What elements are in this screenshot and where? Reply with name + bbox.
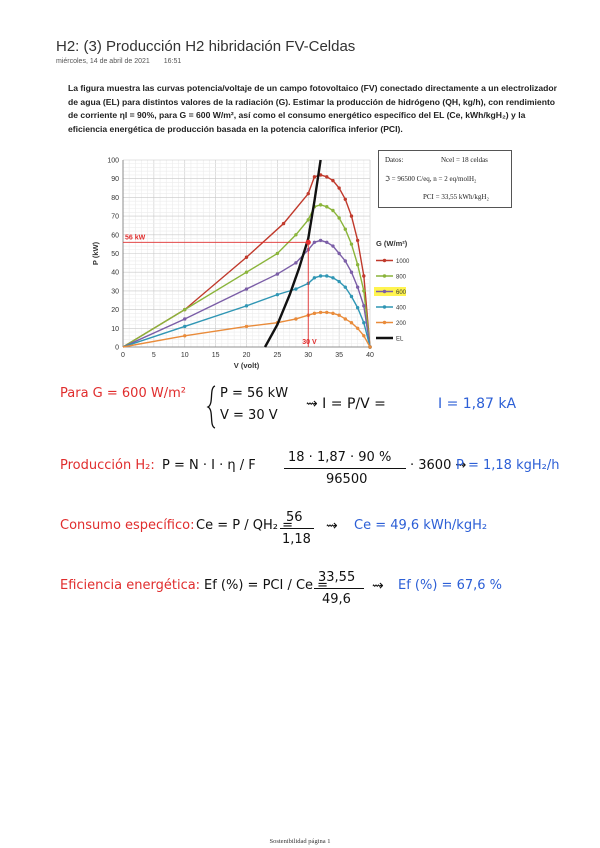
sol2-denominator: 96500 [326, 472, 368, 487]
series-point-1000 [307, 192, 310, 195]
y-tick-label: 10 [111, 325, 119, 333]
y-tick-label: 70 [111, 213, 119, 221]
series-point-1000 [350, 214, 353, 217]
series-point-1000 [245, 256, 248, 259]
series-point-800 [344, 227, 347, 230]
y-tick-label: 20 [111, 307, 119, 315]
series-point-1000 [362, 274, 365, 277]
datos-ncel: Ncel = 18 celdas [441, 156, 488, 164]
brace-icon [206, 384, 218, 430]
x-tick-label: 25 [273, 352, 282, 359]
sol3-tail: ⇝ [326, 518, 338, 534]
series-point-400 [294, 287, 297, 290]
note-time: 16:51 [163, 58, 182, 65]
fraction-bar [284, 468, 406, 469]
x-axis-label: V (volt) [233, 361, 260, 370]
series-point-800 [356, 263, 359, 266]
series-point-600 [294, 261, 297, 264]
annotation-56kw: 56 kW [125, 234, 146, 242]
legend-marker-1000 [383, 259, 386, 262]
series-point-200 [294, 317, 297, 320]
sol2-tail: · 3600 ⇝ [410, 458, 467, 473]
datos-box [378, 150, 512, 208]
x-tick-label: 10 [180, 352, 189, 359]
series-point-1000 [337, 186, 340, 189]
series-point-600 [319, 239, 322, 242]
series-point-200 [362, 334, 365, 337]
problem-line: eficiencia energética de producción basada en la potencia calorífica inferior (PCI). [68, 123, 403, 134]
series-point-600 [276, 272, 279, 275]
series-point-1000 [344, 198, 347, 201]
sol2-result: P = 1,18 kgH₂/h [456, 458, 560, 473]
sol3-numerator: 56 [286, 510, 303, 525]
series-point-800 [325, 205, 328, 208]
series-point-200 [344, 317, 347, 320]
series-point-400 [325, 274, 328, 277]
sol4-numerator: 33,55 [318, 570, 356, 585]
series-point-1000 [325, 175, 328, 178]
series-point-800 [319, 203, 322, 206]
series-point-200 [325, 311, 328, 314]
sol2-formula: P = N · I · η / F [162, 458, 256, 473]
x-tick-label: 35 [335, 352, 344, 359]
y-tick-label: 60 [111, 232, 119, 240]
sol2-numerator: 18 · 1,87 · 90 % [288, 450, 392, 465]
x-tick-label: 5 [151, 352, 156, 359]
series-point-1000 [313, 175, 316, 178]
series-point-200 [337, 314, 340, 317]
series-point-200 [183, 334, 186, 337]
series-point-600 [325, 241, 328, 244]
datos-faraday: ℑ = 96500 C/eq, n = 2 eq/molH₂ [385, 175, 477, 183]
datos-pci: PCI = 33,55 kWh/kgH₂ [423, 193, 489, 201]
legend-label-1000: 1000 [396, 259, 410, 265]
chart-legend [374, 239, 410, 343]
sol1-current-result: I = 1,87 kA [438, 396, 517, 412]
legend-label-600: 600 [396, 290, 407, 296]
datos-label: Datos: [385, 156, 404, 164]
series-point-400 [319, 274, 322, 277]
sol4-lead: Eficiencia energética: [60, 578, 201, 593]
series-point-400 [183, 325, 186, 328]
chart-grid [123, 160, 370, 347]
y-tick-label: 0 [115, 344, 119, 352]
x-tick-label: 30 [304, 352, 313, 359]
fraction-bar [314, 588, 364, 589]
legend-marker-200 [383, 321, 386, 324]
series-point-400 [276, 293, 279, 296]
series-point-400 [356, 306, 359, 309]
series-point-800 [350, 242, 353, 245]
sol1-power: P = 56 kW [220, 386, 289, 401]
x-tick-label: 40 [366, 352, 374, 359]
series-point-600 [350, 271, 353, 274]
legend-marker-400 [383, 305, 386, 308]
page-footer: Sostenibilidad página 1 [269, 838, 331, 845]
sol3-result: Ce = 49,6 kWh/kgH₂ [354, 518, 488, 533]
series-point-1000 [331, 179, 334, 182]
y-tick-label: 50 [111, 251, 119, 258]
legend-label-EL: EL [396, 336, 404, 343]
series-point-800 [362, 289, 365, 292]
x-tick-label: 20 [242, 352, 251, 359]
sol1-lead: Para G = 600 W/m² [60, 386, 186, 401]
series-point-400 [331, 276, 334, 279]
problem-line: de corriente ηI = 90%, para G = 600 W/m², así como el consumo energético específico del EL (Ce, kWh/kgH₂) y la [68, 110, 526, 120]
y-axis-label: P (kW) [91, 241, 100, 266]
y-tick-label: 80 [111, 194, 119, 202]
series-point-600 [356, 285, 359, 288]
series-point-400 [350, 295, 353, 298]
series-point-800 [183, 308, 186, 311]
series-point-400 [362, 321, 365, 324]
series-point-400 [337, 280, 340, 283]
series-point-200 [356, 327, 359, 330]
operating-point [306, 240, 311, 245]
sol1-voltage: V = 30 V [220, 408, 278, 423]
series-point-200 [368, 345, 371, 348]
series-point-600 [337, 252, 340, 255]
sol2-lead: Producción H₂: [60, 458, 155, 473]
series-point-200 [319, 311, 322, 314]
sol1-current-formula: ⇝ I = P/V = [306, 396, 386, 412]
series-point-200 [350, 321, 353, 324]
legend-marker-800 [383, 274, 386, 277]
y-tick-label: 40 [111, 269, 119, 277]
legend-title: G (W/m²) [376, 239, 408, 248]
series-point-600 [313, 241, 316, 244]
sol4-result: Ef (%) = 67,6 % [398, 578, 503, 593]
series-point-800 [245, 271, 248, 274]
series-point-400 [245, 304, 248, 307]
series-point-200 [245, 325, 248, 328]
fraction-bar [280, 528, 314, 529]
pv-power-voltage-chart [80, 150, 425, 378]
series-point-800 [307, 218, 310, 221]
legend-label-400: 400 [396, 305, 407, 312]
series-point-1000 [282, 222, 285, 225]
sol3-formula: Ce = P / QH₂ = [196, 518, 293, 533]
y-tick-label: 30 [111, 288, 119, 296]
page-title: H2: (3) Producción H2 hibridación FV-Celdas [56, 38, 356, 55]
series-point-200 [313, 312, 316, 315]
series-point-600 [183, 317, 186, 320]
sol4-denominator: 49,6 [322, 592, 351, 607]
series-point-600 [331, 244, 334, 247]
series-point-800 [276, 252, 279, 255]
sol3-denominator: 1,18 [282, 532, 311, 547]
series-point-600 [362, 304, 365, 307]
legend-label-200: 200 [396, 321, 407, 327]
series-point-800 [294, 233, 297, 236]
series-point-200 [331, 312, 334, 315]
x-tick-label: 15 [211, 352, 220, 359]
series-point-800 [331, 209, 334, 212]
series-point-600 [344, 259, 347, 262]
sol3-lead: Consumo específico: [60, 518, 195, 533]
series-point-400 [344, 285, 347, 288]
series-point-1000 [356, 239, 359, 242]
annotation-30v: 30 V [302, 339, 317, 346]
sol4-tail: ⇝ [372, 578, 384, 594]
y-tick-label: 100 [107, 157, 119, 165]
series-point-400 [313, 276, 316, 279]
legend-label-800: 800 [396, 274, 407, 281]
problem-line: La figura muestra las curvas potencia/voltaje de un campo fotovoltaico (FV) conectado directamente a un electrolizador [68, 83, 558, 93]
note-date [56, 58, 181, 65]
legend-marker-600 [383, 290, 386, 293]
chart-axes [91, 158, 374, 371]
note-date-text: miércoles, 14 de abril de 2021 [56, 58, 150, 65]
series-point-800 [337, 216, 340, 219]
series-point-600 [245, 287, 248, 290]
problem-line: de agua (EL) para distintos valores de la radiación (G). Estimar la producción de hidrógeno (QH, kg/h), con rendimiento [68, 96, 556, 107]
x-tick-label: 0 [121, 352, 125, 359]
problem-statement [68, 82, 598, 136]
sol4-formula: Ef (%) = PCI / Ce = [204, 578, 329, 593]
y-tick-label: 90 [111, 176, 119, 184]
